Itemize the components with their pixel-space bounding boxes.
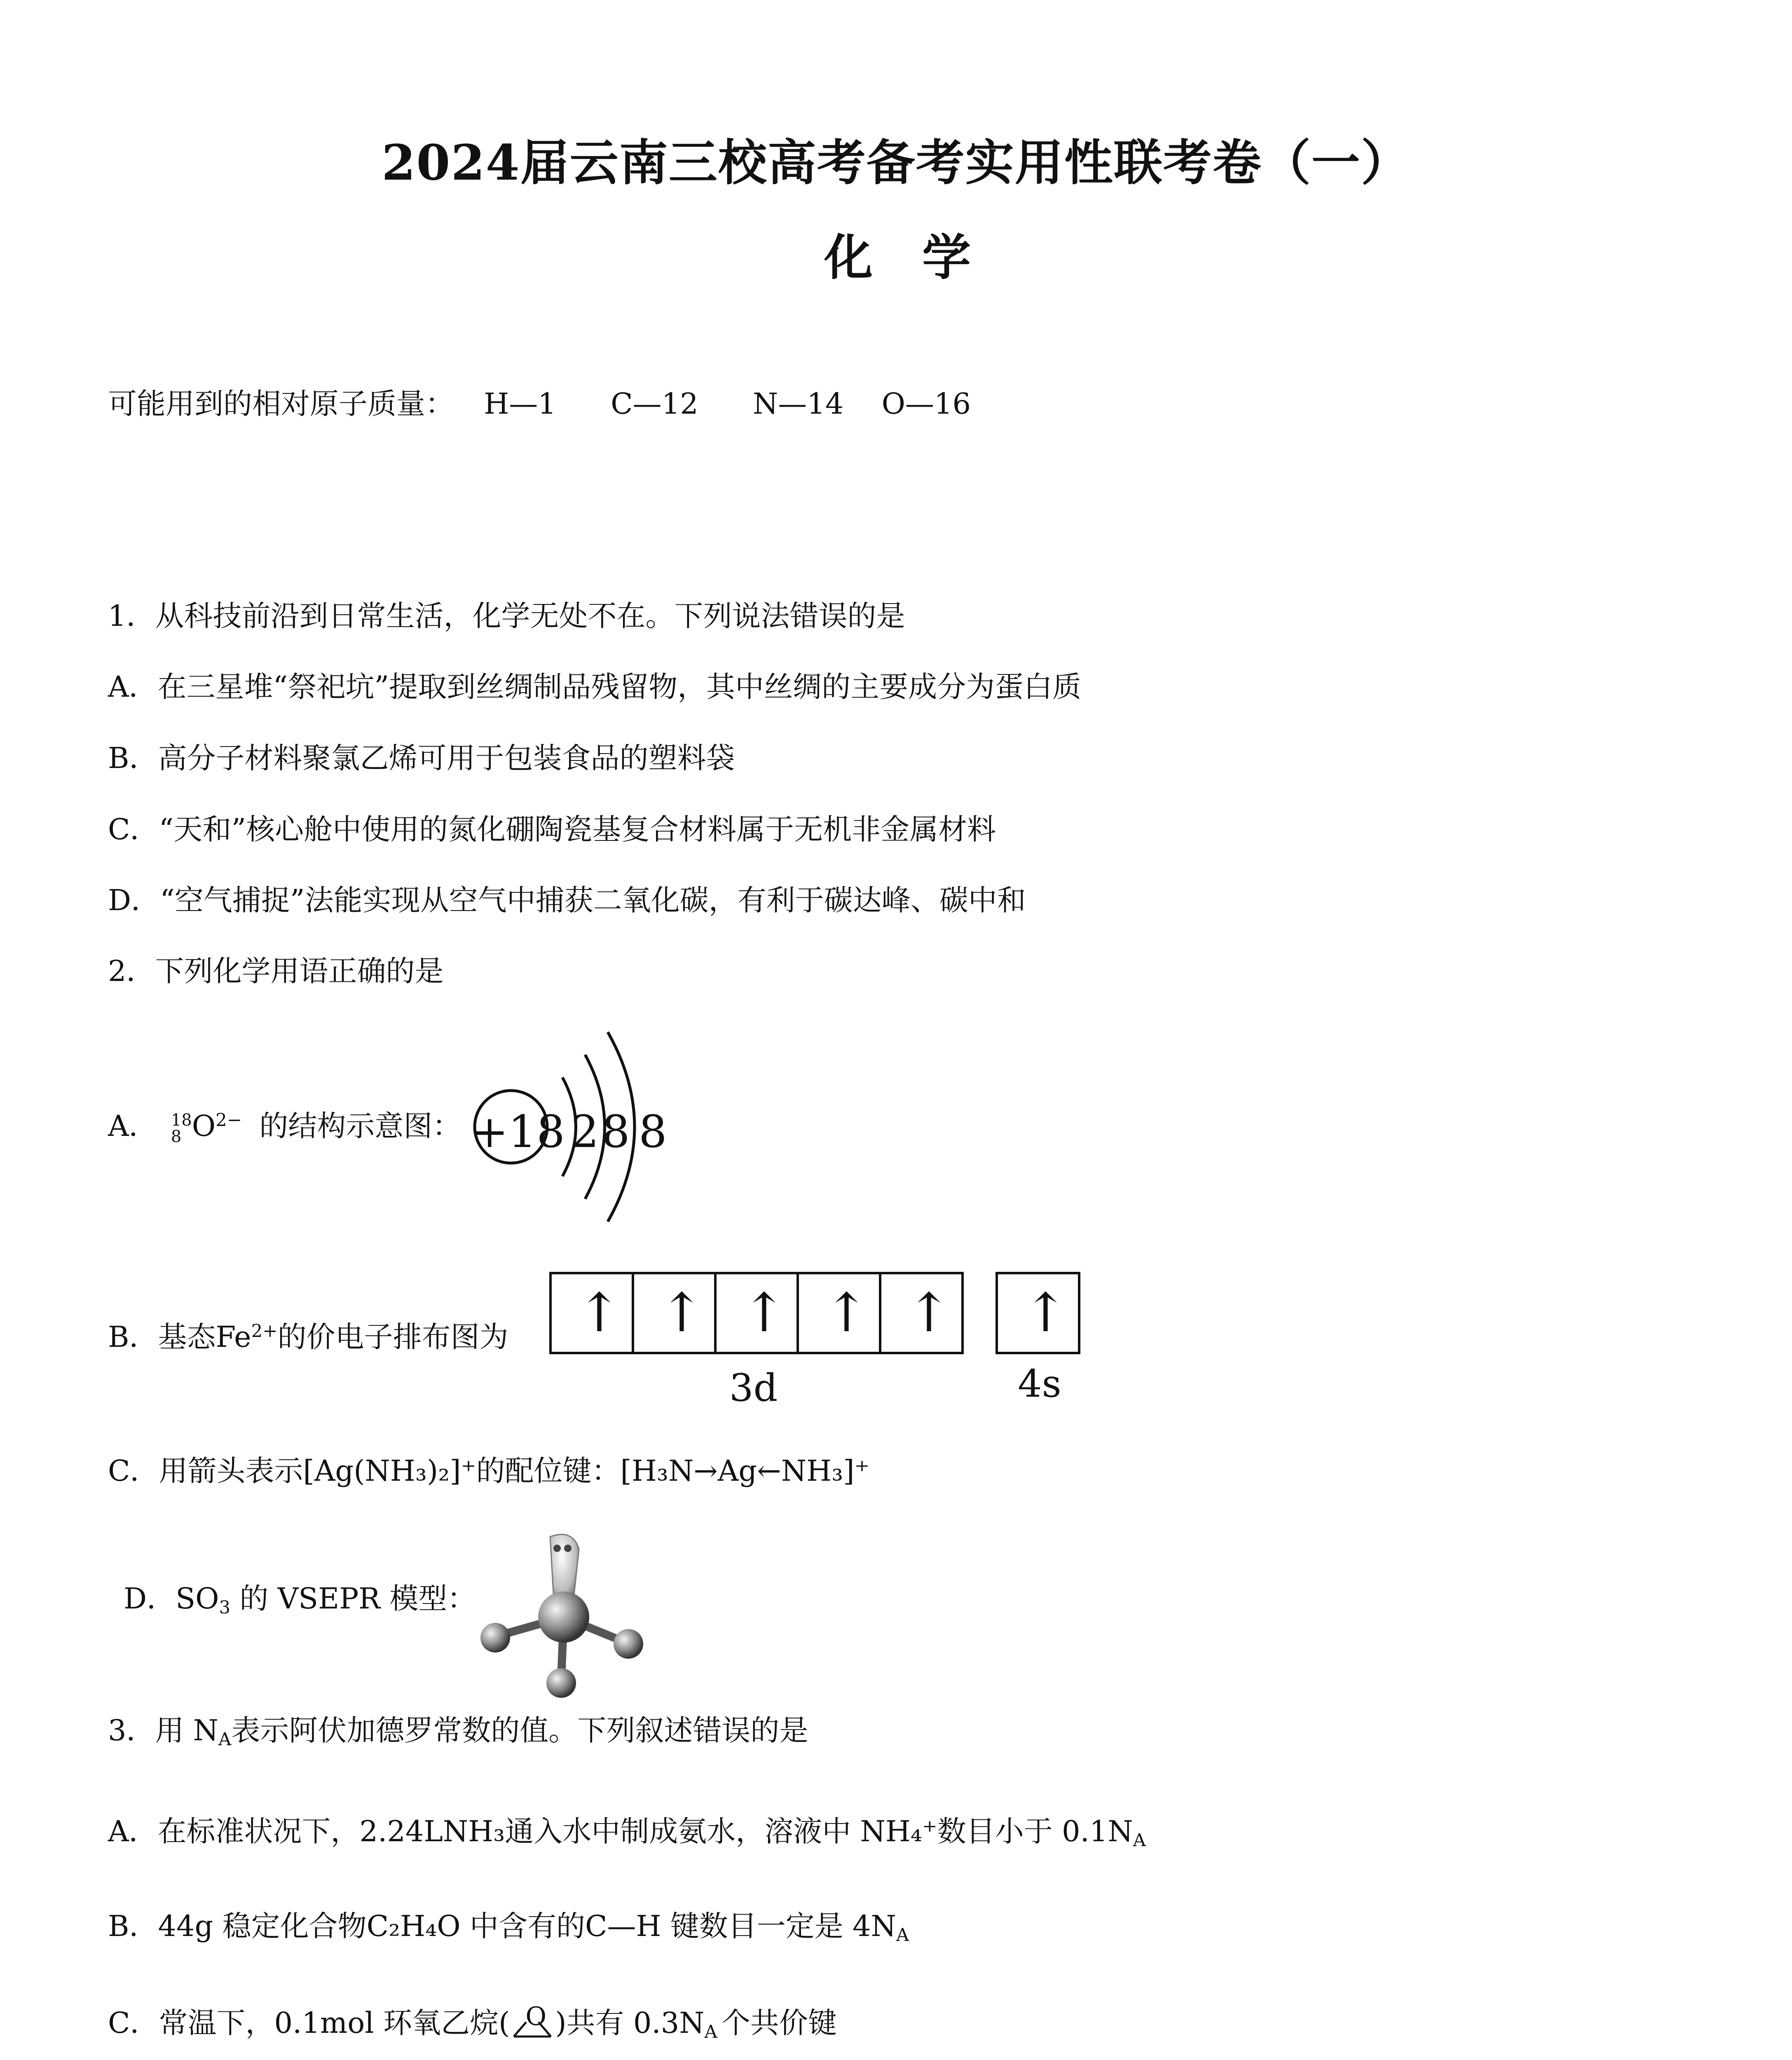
so3-subscript: 3 [219, 1597, 231, 1618]
q3-option-a [108, 1814, 1146, 1851]
q2-option-d [124, 1584, 476, 1617]
spin-up-arrow: ↑ [659, 1281, 704, 1344]
q2-b-text: B．基态Fe [108, 1320, 251, 1354]
q3-stem-post: 表示阿伏加德罗常数的值。下列叙述错误的是 [231, 1714, 808, 1747]
atomic-number: 8 [171, 1127, 182, 1146]
shell-3-electrons: 8 [639, 1106, 667, 1158]
q3-c-end: 个共价键 [721, 2006, 837, 2040]
q3-c-sub: A [704, 2022, 717, 2043]
q1-option-a: A．在三星堆“祭祀坑”提取到丝绸制品残留物，其中丝绸的主要成分为蛋白质 [108, 670, 1082, 704]
q3-a-sub: A [1133, 1830, 1146, 1851]
q2-option-b [108, 1320, 508, 1354]
fe-charge: 2+ [251, 1321, 278, 1342]
spin-up-arrow: ↑ [907, 1281, 951, 1344]
mass-h: H—1 [484, 387, 556, 421]
q2-d-text: 的 VSEPR 模型： [239, 1582, 476, 1615]
q3-a-text: A．在标准状况下，2.24LNH₃通入水中制成氨水，溶液中 NH₄⁺数目小于 0.1N [108, 1814, 1133, 1848]
mass-number: 18 [171, 1111, 192, 1130]
shell-2-electrons: 8 [602, 1106, 630, 1158]
q3-stem-sub: A [218, 1729, 232, 1750]
vsepr-model-illustration [470, 1524, 659, 1706]
q1-option-b: B．高分子材料聚氯乙烯可用于包装食品的塑料袋 [108, 741, 735, 775]
q2-b-text2: 的价电子排布图为 [277, 1320, 508, 1354]
q2-stem: 2．下列化学用语正确的是 [108, 954, 444, 988]
q3-c-pre: C．常温下，0.1mol 环氧乙烷( [108, 2006, 510, 2040]
element-symbol: O [192, 1109, 216, 1143]
q3-stem-pre: 3．用 N [108, 1714, 219, 1747]
q3-b-sub: A [896, 1925, 909, 1946]
q3-stem [108, 1716, 808, 1749]
isotope-notation [171, 1112, 192, 1145]
mass-n: N—14 [753, 387, 844, 421]
orbital-label-4s: 4s [1018, 1362, 1061, 1406]
q3-b-text: B．44g 稳定化合物C₂H₄O 中含有的C—H 键数目一定是 4N [108, 1909, 896, 1943]
subject-title: 化学 [824, 229, 1021, 286]
q3-option-c [108, 2001, 837, 2043]
atomic-masses-label: 可能用到的相对原子质量： [108, 387, 454, 421]
q2-a-text: 的结构示意图： [259, 1109, 461, 1143]
orbital-label-3d: 3d [729, 1366, 778, 1410]
q1-option-c: C．“天和”核心舱中使用的氮化硼陶瓷基复合材料属于无机非金属材料 [108, 812, 996, 846]
epoxide-oxygen: O [525, 2001, 547, 2031]
shell-1-electrons: 2 [571, 1106, 599, 1158]
mass-c: C—12 [611, 387, 698, 421]
exam-title: 2024届云南三校高考备考实用性联考卷（一） [382, 134, 1410, 191]
mass-o: O—16 [881, 387, 971, 421]
nucleus-charge: +18 [471, 1106, 565, 1158]
q1-stem: 1．从科技前沿到日常生活，化学无处不在。下列说法错误的是 [108, 599, 905, 633]
spin-up-arrow: ↑ [577, 1281, 622, 1344]
q2-option-a [108, 1109, 461, 1146]
spin-up-arrow: ↑ [742, 1281, 787, 1344]
epoxide-ring-icon [510, 2001, 555, 2040]
q1-option-d: D．“空气捕捉”法能实现从空气中捕获二氧化碳，有利于碳达峰、碳中和 [108, 883, 1026, 917]
spin-up-arrow: ↑ [824, 1281, 869, 1344]
ion-charge: 2− [216, 1110, 242, 1131]
q2-a-prefix: A． [108, 1109, 158, 1143]
q3-c-post: )共有 0.3N [555, 2006, 705, 2040]
q2-d-prefix: D．SO [124, 1582, 219, 1615]
q3-option-b [108, 1909, 909, 1946]
q2-option-c: C．用箭头表示[Ag(NH₃)₂]⁺的配位键：[H₃N→Ag←NH₃]⁺ [108, 1454, 870, 1488]
atomic-masses [108, 387, 971, 421]
spin-up-arrow: ↑ [1023, 1281, 1068, 1344]
